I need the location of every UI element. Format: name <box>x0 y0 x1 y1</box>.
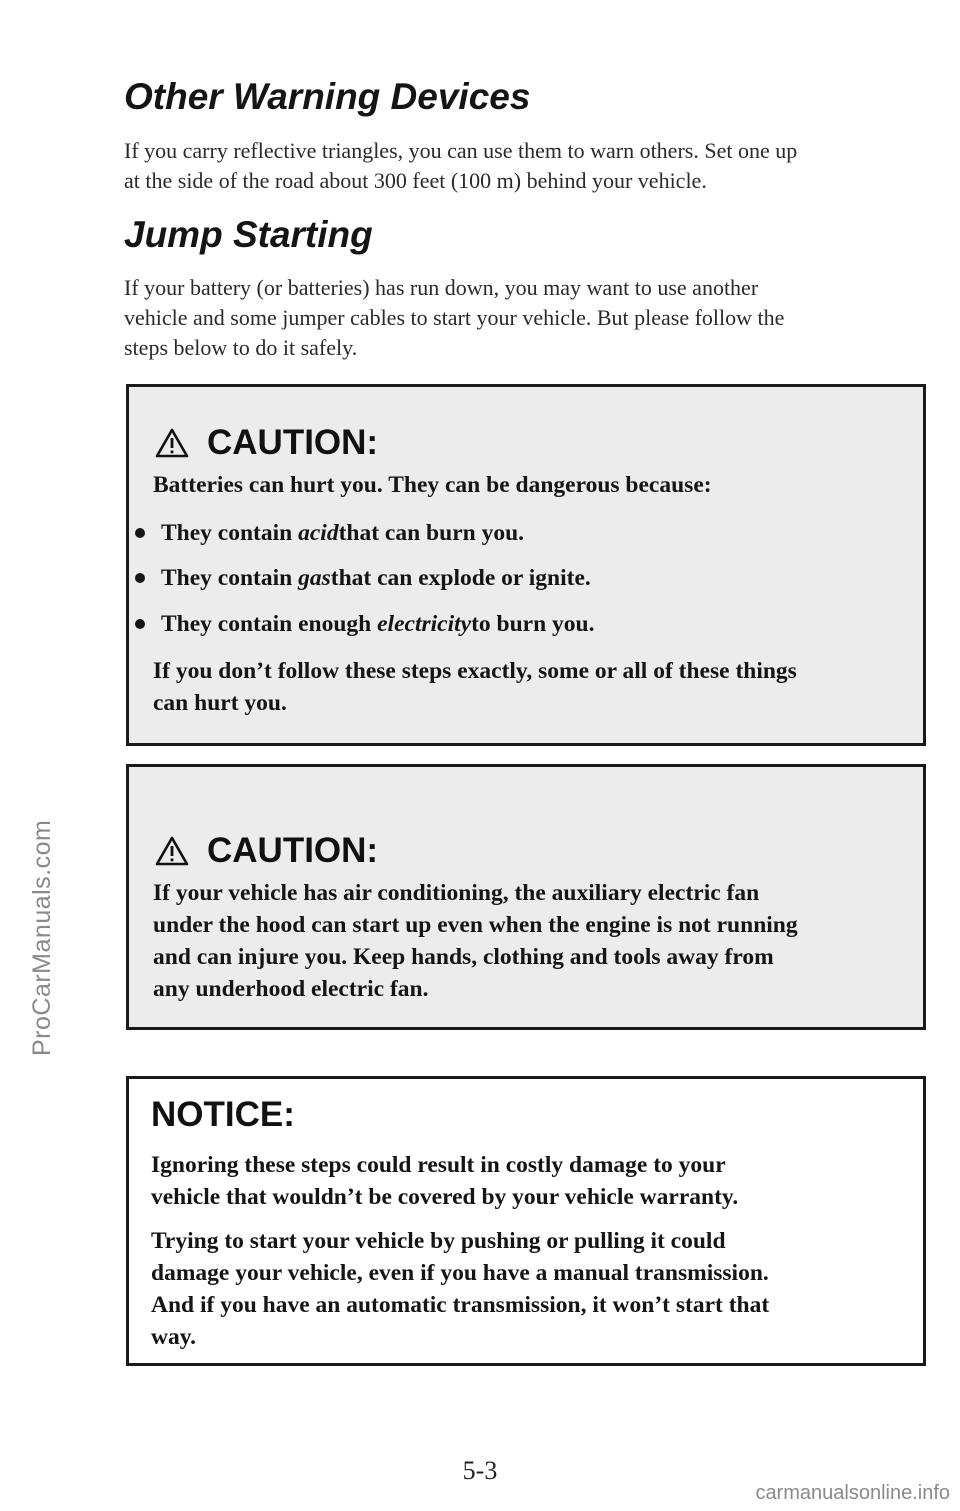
bullet-dot <box>135 573 145 583</box>
paragraph-warning-devices <box>124 136 924 196</box>
bullet-text: They contain <box>161 520 293 546</box>
emphasis-electricity: electricity <box>377 611 472 637</box>
bullet-gas <box>135 562 591 594</box>
caution-box-batteries <box>126 384 926 746</box>
bullet-text: that can burn you. <box>338 520 525 546</box>
paragraph-jump-starting <box>124 273 924 363</box>
text-line: steps below to do it safely. <box>124 335 358 360</box>
bullet-text: to burn you. <box>471 611 595 637</box>
text-line: under the hood can start up even when the engine is not running <box>153 912 798 938</box>
text-line: If your vehicle has air conditioning, the auxiliary electric fan <box>153 880 760 906</box>
page-number: 5-3 <box>462 1456 498 1485</box>
caution-closing <box>153 655 797 719</box>
text-line: and can injure you. Keep hands, clothing and tools away from <box>153 944 774 970</box>
bottom-watermark: carmanualsonline.info <box>755 1482 950 1504</box>
warning-triangle-icon <box>155 836 189 866</box>
heading-other-warning-devices: Other Warning Devices <box>124 76 531 117</box>
text-line: can hurt you. <box>153 690 287 716</box>
bullet-text: They contain <box>161 565 293 591</box>
caution-title: CAUTION: <box>207 831 379 870</box>
text-line: If you carry reflective triangles, you can use them to warn others. Set one up <box>124 138 798 163</box>
bullet-electricity <box>135 608 595 640</box>
notice-paragraph-2 <box>151 1225 769 1353</box>
notice-box <box>126 1076 926 1366</box>
caution-lead: Batteries can hurt you. They can be dangerous because: <box>153 472 712 498</box>
emphasis-acid: acid <box>298 520 339 546</box>
text-line: vehicle that wouldn’t be covered by your vehicle warranty. <box>151 1184 739 1210</box>
text-line: If your battery (or batteries) has run down, you may want to use another <box>124 275 759 300</box>
side-watermark: ProCarManuals.com <box>28 819 56 1056</box>
emphasis-gas: gas <box>298 565 331 591</box>
notice-title: NOTICE: <box>151 1095 295 1134</box>
caution-box-electric-fan <box>126 764 926 1030</box>
text-line: damage your vehicle, even if you have a manual transmission. <box>151 1260 769 1286</box>
caution-text <box>153 877 798 1005</box>
text-line: at the side of the road about 300 feet (100 m) behind your vehicle. <box>124 168 707 193</box>
caution-heading <box>155 423 378 463</box>
heading-jump-starting: Jump Starting <box>124 214 373 255</box>
text-line: way. <box>151 1324 197 1350</box>
bullet-dot <box>135 619 145 629</box>
text-line: If you don’t follow these steps exactly, some or all of these things <box>153 658 797 684</box>
bullet-text: that can explode or ignite. <box>330 565 591 591</box>
notice-paragraph-1 <box>151 1149 738 1213</box>
text-line: And if you have an automatic transmission, it won’t start that <box>151 1292 770 1318</box>
bullet-dot <box>135 528 145 538</box>
text-line: vehicle and some jumper cables to start your vehicle. But please follow the <box>124 305 785 330</box>
bullet-acid <box>135 517 524 549</box>
text-line: Trying to start your vehicle by pushing or pulling it could <box>151 1228 726 1254</box>
caution-title: CAUTION: <box>207 423 379 462</box>
warning-triangle-icon <box>155 428 189 458</box>
bullet-text: They contain enough <box>161 611 372 637</box>
text-line: Ignoring these steps could result in costly damage to your <box>151 1152 726 1178</box>
text-line: any underhood electric fan. <box>153 976 429 1002</box>
caution-heading <box>155 831 378 871</box>
